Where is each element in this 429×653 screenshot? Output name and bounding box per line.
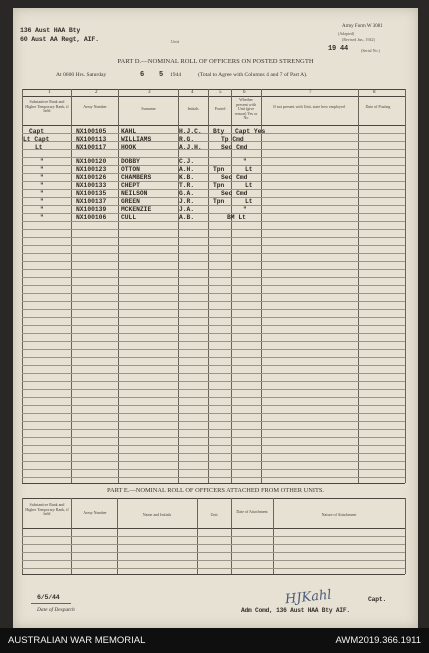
ruled-line xyxy=(22,445,405,446)
row-1-present: Capt Yes xyxy=(235,128,266,135)
row-7-number: NX100133 xyxy=(76,182,107,189)
row-6-present: Sec Cmd xyxy=(221,174,248,181)
form-year: 19 44 xyxy=(328,45,349,53)
row-7-surname: CHEPT xyxy=(121,182,140,189)
table-bottom-rule xyxy=(22,483,405,484)
row-9-rank: " xyxy=(40,198,44,205)
header-bottom-rule xyxy=(22,125,405,126)
col-num-6: 6 xyxy=(243,90,246,95)
e-col-header-number: Army Number xyxy=(83,510,107,515)
row-7-initials: T.R. xyxy=(179,182,195,189)
row-9-number: NX100137 xyxy=(76,198,107,205)
ruled-line xyxy=(22,397,405,398)
ruled-line xyxy=(22,365,405,366)
row-3-number: NX100117 xyxy=(76,144,107,151)
ruled-line xyxy=(22,349,405,350)
row-7-present: Lt xyxy=(245,182,253,189)
row-4-surname: DOBBY xyxy=(121,158,140,165)
e-col-header-rank: Substantive Rank and Higher Temporary Rank, if held xyxy=(25,502,69,517)
row-1-rank: Capt xyxy=(29,128,45,135)
ruled-line xyxy=(22,293,405,294)
row-3-surname: HOOK xyxy=(121,144,137,151)
ruled-line xyxy=(22,253,405,254)
row-4-number: NX100120 xyxy=(76,158,107,165)
row-5-present: Lt xyxy=(245,166,253,173)
row-11-initials: A.B. xyxy=(179,214,195,221)
part-e-bottom-rule xyxy=(22,574,405,575)
e-col-header-nature: Nature of Attachment xyxy=(321,512,357,517)
ruled-line xyxy=(22,560,405,561)
row-9-posted: Tpn xyxy=(213,198,225,205)
month-value: 5 xyxy=(159,71,164,79)
row-5-surname: OTTON xyxy=(121,166,140,173)
row-7-posted: Tpn xyxy=(213,182,225,189)
ruled-line xyxy=(22,237,405,238)
ruled-line xyxy=(22,552,405,553)
e-col-header-unit: Unit xyxy=(210,512,218,517)
ruled-line xyxy=(22,544,405,545)
ruled-line xyxy=(22,381,405,382)
row-10-number: NX100139 xyxy=(76,206,107,213)
ruled-line xyxy=(22,357,405,358)
row-3-rank: Lt xyxy=(35,144,43,151)
ruled-line xyxy=(22,269,405,270)
caption-right: AWM2019.366.1911 xyxy=(335,635,421,646)
ruled-line xyxy=(22,461,405,462)
row-6-surname: CHAMBERS xyxy=(121,174,152,181)
unit-line-2: 60 Aust AA Regt, AIF. xyxy=(20,36,99,43)
row-7-rank: " xyxy=(40,182,44,189)
row-2-present: Tp Cmd xyxy=(221,136,244,143)
row-5-initials: A.H. xyxy=(179,166,195,173)
form-sub-2: (Revised Jan., 1942) xyxy=(342,37,375,42)
row-2-number: NX100113 xyxy=(76,136,107,143)
col-header-employed: If not present with Unit, state how employed xyxy=(273,104,345,109)
row-5-number: NX100123 xyxy=(76,166,107,173)
signatory-rank: Capt. xyxy=(368,596,387,603)
e-col-header-date: Date of Attachment xyxy=(236,509,268,514)
row-4-rank: " xyxy=(40,158,44,165)
ruled-line xyxy=(22,453,405,454)
ruled-line xyxy=(22,245,405,246)
despatch-date: 6/5/44 xyxy=(37,594,60,601)
col-header-present: Whether present with Unit (give reason) Yes or No xyxy=(234,97,258,121)
row-9-initials: J.R. xyxy=(179,198,195,205)
row-1-posted: Bty xyxy=(213,128,225,135)
ruled-line xyxy=(22,421,405,422)
form-title: Army Form W 3081 xyxy=(342,24,383,29)
ruled-line xyxy=(22,229,405,230)
serial-label: (Serial No.) xyxy=(361,48,380,53)
col-num-3: 3 xyxy=(148,90,151,95)
col-num-5: 5 xyxy=(219,90,222,95)
col-header-initials: Initials xyxy=(187,106,199,111)
archive-caption-bar xyxy=(0,628,429,653)
row-5-posted: Tpn xyxy=(213,166,225,173)
ruled-line xyxy=(22,285,405,286)
form-sub-1: (Adapted) xyxy=(338,31,355,36)
row-1-initials: H.J.C. xyxy=(179,128,202,135)
date-underline xyxy=(31,603,71,604)
row-6-rank: " xyxy=(40,174,44,181)
ruled-line xyxy=(22,341,405,342)
row-5-rank: " xyxy=(40,166,44,173)
part-e-header-rule xyxy=(22,528,405,529)
e-col-line xyxy=(405,498,406,574)
year-value: 1944 xyxy=(170,72,182,78)
ruled-line xyxy=(22,568,405,569)
row-4-present: " xyxy=(243,158,247,165)
col-num-7: 7 xyxy=(309,90,312,95)
col-number-rule xyxy=(22,96,405,97)
despatch-date-label: Date of Despatch xyxy=(37,607,75,613)
day-value: 6 xyxy=(140,71,145,79)
row-2-surname: WILLIAMS xyxy=(121,136,152,143)
unit-line-1: 136 Aust HAA Bty xyxy=(20,27,81,34)
handwritten-signature: HJKahl xyxy=(284,587,333,608)
col-header-number: Army Number xyxy=(83,104,107,109)
ruled-line xyxy=(22,317,405,318)
row-11-number: NX100106 xyxy=(76,214,107,221)
col-header-rank: Substantive Rank and Higher Temporary Rank, if held xyxy=(25,99,69,114)
row-2-rank: Lt Capt xyxy=(23,136,50,143)
ruled-line xyxy=(22,437,405,438)
col-num-4: 4 xyxy=(191,90,194,95)
signatory-unit: Adm Comd, 136 Aust HAA Bty AIF. xyxy=(241,607,350,614)
e-col-header-name: Name and Initials xyxy=(142,512,172,517)
row-6-initials: K.B. xyxy=(179,174,195,181)
ruled-line xyxy=(22,413,405,414)
row-10-initials: J.A. xyxy=(179,206,195,213)
ruled-line xyxy=(22,261,405,262)
row-8-number: NX100135 xyxy=(76,190,107,197)
col-num-8: 8 xyxy=(373,90,376,95)
row-9-surname: GREEN xyxy=(121,198,140,205)
ruled-line xyxy=(22,277,405,278)
row-11-present: BM Lt xyxy=(227,214,246,221)
row-9-present: Lt xyxy=(245,198,253,205)
col-num-2: 2 xyxy=(95,90,98,95)
col-header-surname: Surname xyxy=(141,106,156,111)
row-10-surname: MCKENZIE xyxy=(121,206,152,213)
ruled-line xyxy=(22,373,405,374)
row-11-rank: " xyxy=(40,214,44,221)
row-1-surname: KAHL xyxy=(121,128,137,135)
row-4-initials: C.J. xyxy=(179,158,195,165)
row-8-surname: NEILSON xyxy=(121,190,148,197)
ruled-line xyxy=(22,389,405,390)
row-3-present: Sec Cmd xyxy=(221,144,248,151)
at-text: At 0600 Hrs. Saturday xyxy=(56,72,107,78)
ruled-line xyxy=(22,309,405,310)
ruled-line xyxy=(22,405,405,406)
ruled-line xyxy=(22,301,405,302)
part-e-top-rule xyxy=(22,498,405,499)
row-8-present: Sec Cmd xyxy=(221,190,248,197)
part-d-title: PART D.—NOMINAL ROLL OF OFFICERS ON POSTED STRENGTH xyxy=(117,58,314,65)
ruled-line xyxy=(22,429,405,430)
row-8-initials: G.A. xyxy=(179,190,195,197)
part-e-title: PART E.—NOMINAL ROLL OF OFFICERS ATTACHED FROM OTHER UNITS. xyxy=(107,487,324,494)
row-2-initials: R.G. xyxy=(179,136,195,143)
ruled-line xyxy=(22,536,405,537)
document-page xyxy=(13,8,418,628)
row-3-initials: A.J.H. xyxy=(179,144,202,151)
row-1-number: NX100105 xyxy=(76,128,107,135)
row-11-surname: CULL xyxy=(121,214,137,221)
unit-label: Unit xyxy=(171,39,180,44)
agree-text: (Total to Agree with Columns 4 and 7 of Part A). xyxy=(198,72,308,78)
col-header-posted: Posted xyxy=(214,106,226,111)
col-num-1: 1 xyxy=(48,90,51,95)
col-header-date: Date of Posting xyxy=(365,104,391,109)
table-top-rule xyxy=(22,89,405,90)
caption-left: AUSTRALIAN WAR MEMORIAL xyxy=(8,635,146,646)
ruled-line xyxy=(22,333,405,334)
row-10-present: " xyxy=(243,206,247,213)
row-8-rank: " xyxy=(40,190,44,197)
col-line xyxy=(405,89,406,483)
ruled-line xyxy=(22,469,405,470)
row-10-rank: " xyxy=(40,206,44,213)
ruled-line xyxy=(22,477,405,478)
ruled-line xyxy=(22,325,405,326)
row-6-number: NX100126 xyxy=(76,174,107,181)
